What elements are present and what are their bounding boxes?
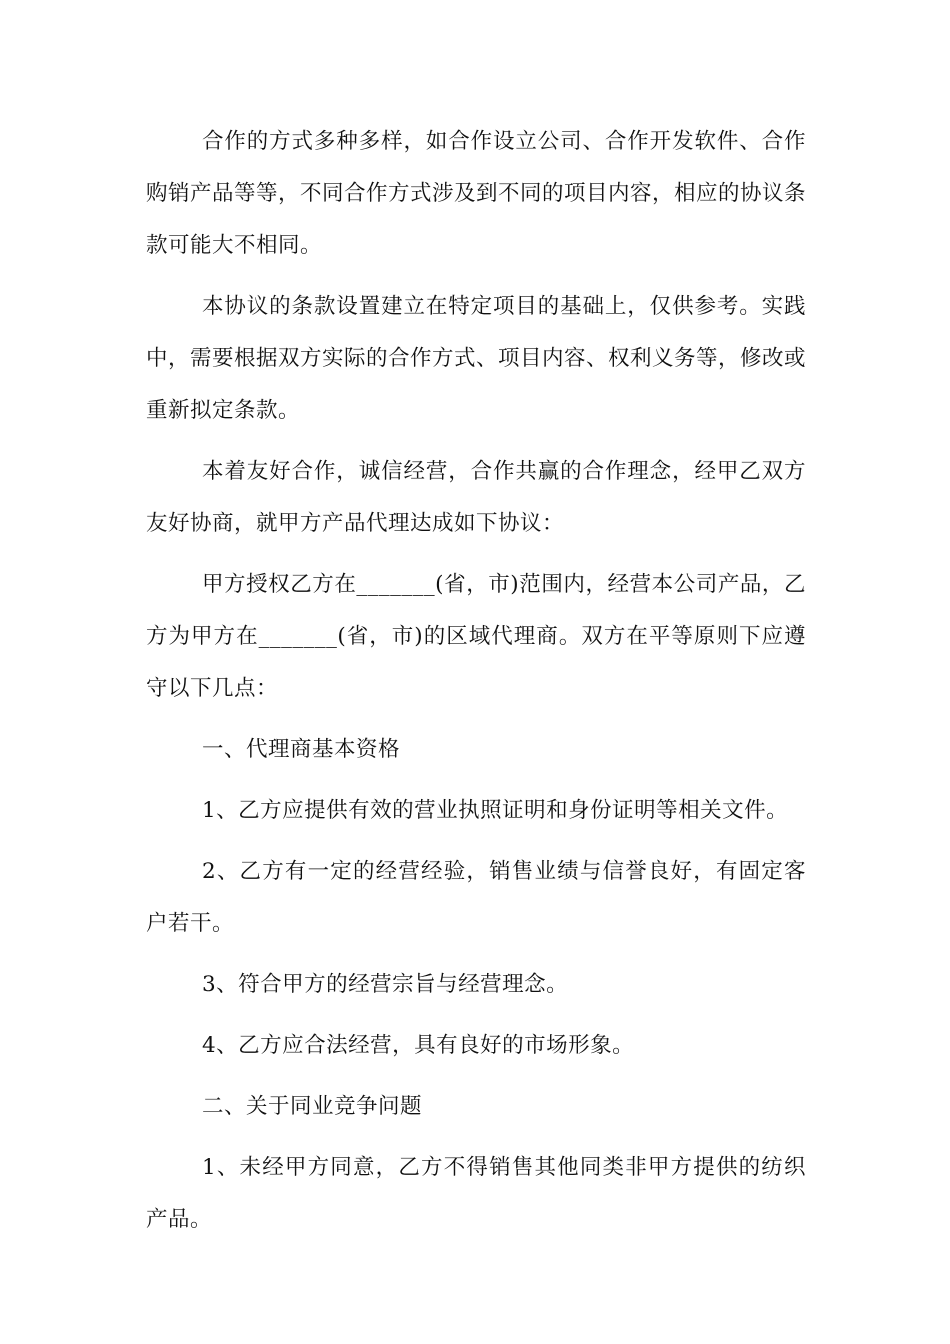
document-body xyxy=(146,116,806,1255)
clause-2-1: 1、未经甲方同意，乙方不得销售其他同类非甲方提供的纺织产品。 xyxy=(146,1155,806,1232)
paragraph-cooperation-methods: 合作的方式多种多样，如合作设立公司、合作开发软件、合作购销产品等等，不同合作方式涉及到不同的项目内容，相应的协议条款可能大不相同。 xyxy=(146,129,807,258)
clause-1-4: 4、乙方应合法经营，具有良好的市场形象。 xyxy=(202,1033,635,1058)
clause-1-3: 3、符合甲方的经营宗旨与经营理念。 xyxy=(202,972,569,997)
clause-1-2: 2、乙方有一定的经营经验，销售业绩与信誉良好，有固定客户若干。 xyxy=(146,859,806,936)
section-heading-qualifications: 一、代理商基本资格 xyxy=(202,737,401,762)
paragraph-authorization: 甲方授权乙方在_______(省，市)范围内，经营本公司产品，乙方为甲方在_______(省，市)的区域代理商。双方在平等原则下应遵守以下几点： xyxy=(146,572,806,701)
paragraph-reference-note: 本协议的条款设置建立在特定项目的基础上，仅供参考。实践中，需要根据双方实际的合作方式、项目内容、权利义务等，修改或重新拟定条款。 xyxy=(146,294,807,423)
section-heading-competition: 二、关于同业竞争问题 xyxy=(202,1094,423,1119)
clause-1-1: 1、乙方应提供有效的营业执照证明和身份证明等相关文件。 xyxy=(202,798,789,823)
paragraph-agreement-intro: 本着友好合作，诚信经营，合作共赢的合作理念，经甲乙双方友好协商，就甲方产品代理达成如下协议： xyxy=(146,459,806,536)
